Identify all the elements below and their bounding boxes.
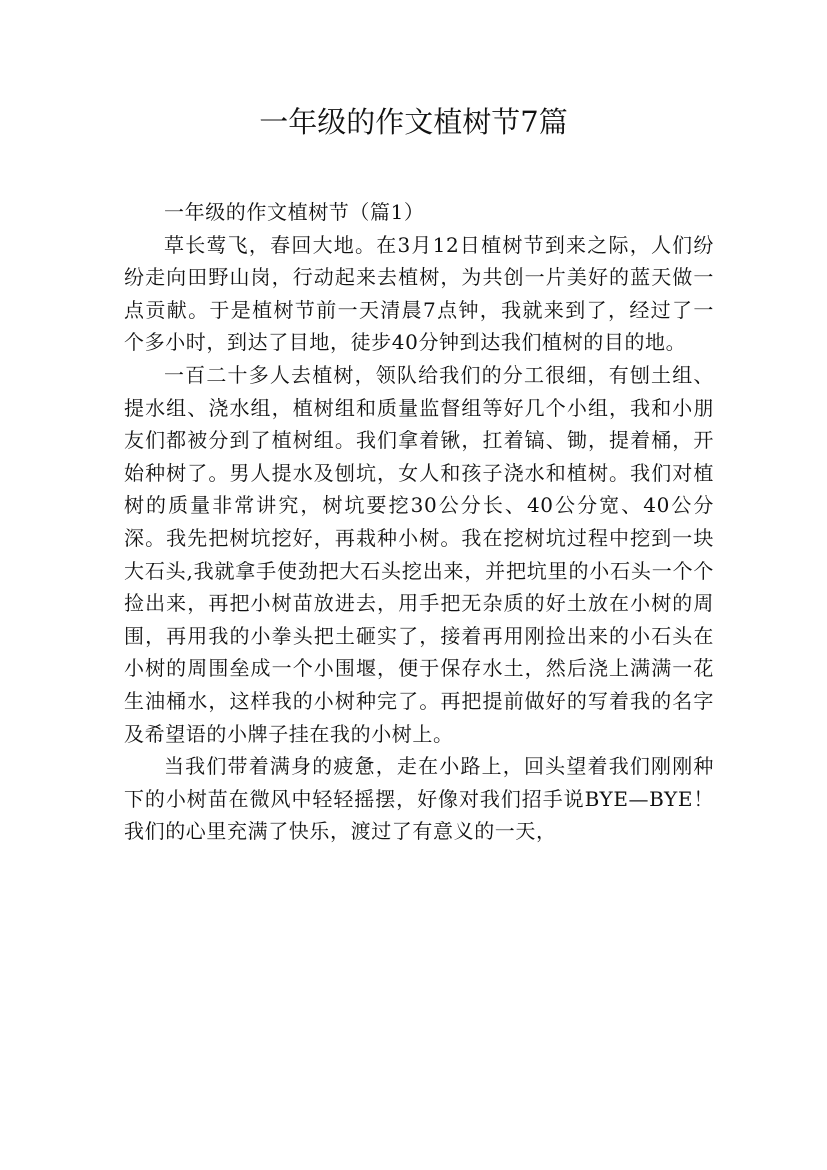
paragraph-2: 一百二十多人去植树，领队给我们的分工很细，有刨土组、提水组、浇水组，植树组和质量监督组等好几个小组，我和小朋友们都被分到了植树组。我们拿着锹，扛着镐、锄，提着桶，开始种树了。男人提水及刨坑，女人和孩子浇水和植树。我们对植树的质量非常讲究，树坑要挖30公分长、40公分宽、40公分深。我先把树坑挖好，再栽种小树。我在挖树坑过程中挖到一块大石头,我就拿手使劲把大石头挖出来，并把坑里的小石头一个个捡出来，再把小树苗放进去，用手把无杂质的好土放在小树的周围，再用我的小拳头把土砸实了，接着再用刚捡出来的小石头在小树的周围垒成一个小围堰，便于保存水土，然后浇上满满一花生油桶水，这样我的小树种完了。再把提前做好的写着我的名字及希望语的小牌子挂在我的小树上。 <box>124 362 714 746</box>
section-heading: 一年级的作文植树节（篇1） <box>164 200 425 224</box>
paragraph-3: 当我们带着满身的疲惫，走在小路上，回头望着我们刚刚种下的小树苗在微风中轻轻摇摆，好像对我们招手说BYE—BYE！我们的心里充满了快乐，渡过了有意义的一天， <box>124 754 714 844</box>
paragraph-1: 草长莺飞，春回大地。在3月12日植树节到来之际，人们纷纷走向田野山岗，行动起来去植树，为共创一片美好的蓝天做一点贡献。于是植树节前一天清晨7点钟，我就来到了，经过了一个多小时，到达了目地，徒步40分钟到达我们植树的目的地。 <box>124 232 714 355</box>
document-body <box>124 196 714 848</box>
document-title: 一年级的作文植树节7篇 <box>259 105 568 139</box>
